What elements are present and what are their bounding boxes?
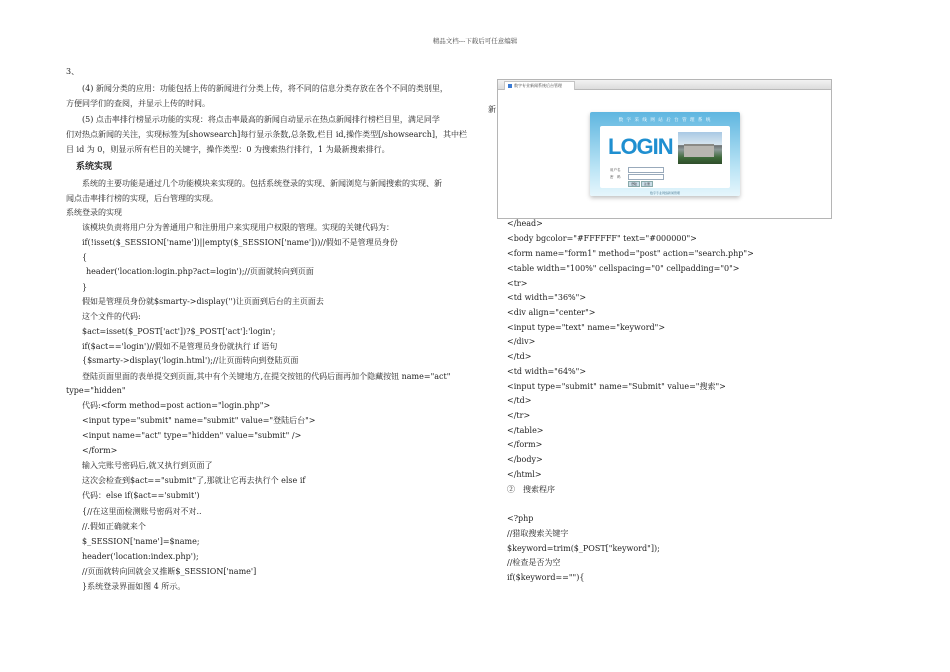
register-button[interactable]: 注册 [641,181,653,187]
text-line: <input name="act" type="hidden" value="submit" /> [82,431,302,440]
username-field[interactable] [628,167,664,173]
text-line: if($act=='login')//假如不是管理员身份就执行 if 语句 [82,342,278,351]
tab-title: 数字专业新闻系统后台管理 [514,83,562,88]
code-line: //检查是否为空 [507,558,561,567]
password-label: 密 码 [610,175,621,179]
code-line: </td> [507,396,532,405]
code-line: </html> [507,470,542,479]
side-character: 新 [488,105,496,114]
code-line: if($keyword==""){ [507,573,585,582]
code-line: <body bgcolor="#FFFFFF" text="#000000"> [507,234,697,243]
text-line: 目 id 为 0，则显示所有栏目的关键字，操作类型：0 为搜索热行排行，1 为最新搜索排行。 [66,145,390,154]
code-line: <input type="submit" name="Submit" value="搜索"> [507,382,726,391]
text-line: 代码：else if($act=='submit') [82,491,200,500]
login-screenshot [497,79,832,219]
login-logo: LOGIN [608,134,673,159]
code-line: <form name="form1" method="post" action="search.php"> [507,249,754,258]
text-line: 们对热点新闻的关注，实现标签为[showsearch]每行显示条数,总条数,栏目 id,操作类型[/showsearch]，其中栏 [66,130,468,139]
code-line: <table width="100%" cellspacing="0" cellpadding="0"> [507,264,740,273]
code-line: </div> [507,337,536,346]
text-line: { [82,253,88,262]
code-line: </tr> [507,411,531,420]
text-line: </form> [82,446,118,455]
text-line: $_SESSION['name']=$name; [82,537,200,546]
text-line: //页面就转向回就会又推断$_SESSION['name'] [82,567,257,576]
username-label: 用户名 [610,168,621,172]
text-line: (4) 新闻分类的应用：功能包括上传的新闻进行分类上传，将不同的信息分类存放在各个不同的类别里， [82,84,448,93]
code-line: $keyword=trim($_POST["keyword"]); [507,544,660,553]
code-line: <td width="36%"> [507,293,587,302]
text-line: 登陆页面里面的表单提交到页面,其中有个关键地方,在提交按钮的代码后面再加个隐藏按钮 name="act" [82,372,451,381]
text-line: //.假如正确就来个 [82,522,146,531]
panel-footer: 数字专业网络新闻管理 [649,191,680,195]
code-line: </head> [507,219,543,228]
page-icon [508,84,512,88]
text-line: {$smarty->display('login.html');//让页面转向到登陆页面 [82,356,299,365]
campus-photo [678,132,722,164]
text-line: 输入完账号密码后,就又执行到页面了 [82,461,213,470]
page-header: 精品文档---下载后可任意编辑 [432,37,518,45]
login-button[interactable]: 登陆 [628,181,640,187]
code-line: <input type="text" name="keyword"> [507,323,666,332]
code-line: </form> [507,440,543,449]
browser-canvas [498,90,831,218]
code-line: </table> [507,426,544,435]
text-line: 方便同学们的查阅，并显示上传的时间。 [66,99,210,108]
text-line: 这个文件的代码: [82,312,141,321]
text-line: $act=isset($_POST['act'])?$_POST['act']:'login'; [82,327,276,336]
text-line: {//在这里面检测账号密码对不对.. [82,507,202,516]
building-shape [684,144,714,157]
text-line: type="hidden" [66,386,126,395]
text-line: <input type="submit" name="submit" value="登陆后台"> [82,416,316,425]
browser-tab-bar [498,80,831,90]
text-line: (5) 点击率排行榜显示功能的实现：将点击率最高的新闻自动显示在热点新闻排行榜栏目里，满足同学 [82,115,440,124]
text-line: 该模块负责将用户分为普通用户和注册用户来实现用户权限的管理。实现的关键代码为： [82,223,394,232]
code-line: <div align="center"> [507,308,596,317]
text-line: 代码:<form method=post action="login.php"> [82,401,271,410]
code-line: <td width="64%"> [507,367,587,376]
code-line: </body> [507,455,543,464]
text-line: } [82,283,88,292]
login-panel [590,112,740,196]
code-line: <tr> [507,279,528,288]
text-line: header('location:index.php'); [82,552,199,561]
section-heading: 系统实现 [76,162,113,172]
text-line: 系统登录的实现 [66,208,122,217]
text-line: if(!isset($_SESSION['name'])||empty($_SESSION['name']))//假如不是管理员身份 [82,238,398,247]
code-line: ② 搜索程序 [507,485,555,494]
text-line: 系统的主要功能是通过几个功能模块来实现的。包括系统登录的实现、新闻浏览与新闻搜索的实现、新 [82,179,442,188]
text-line: 假如是管理员身份就$smarty->display('')让页面到后台的主页面去 [82,297,324,306]
code-line: <?php [507,514,534,523]
password-field[interactable] [628,174,664,180]
text-line: 这次会检查到$act=="submit"了,那就让它再去执行个 else if [82,476,306,485]
code-line: //猎取搜索关键字 [507,529,569,538]
system-title: 数 字 采 线 网 站 后 台 管 理 系 统 [618,118,712,123]
text-line: header('location:login.php?act=login');//页面就转向到页面 [86,267,314,276]
code-line: </td> [507,352,532,361]
text-line: 闻点击率排行榜的实现，后台管理的实现。 [66,194,218,203]
text-line: }系统登录界面如图 4 所示。 [82,582,186,591]
text-line: 3、 [66,67,80,76]
login-box [600,126,730,188]
browser-tab[interactable] [504,81,575,90]
